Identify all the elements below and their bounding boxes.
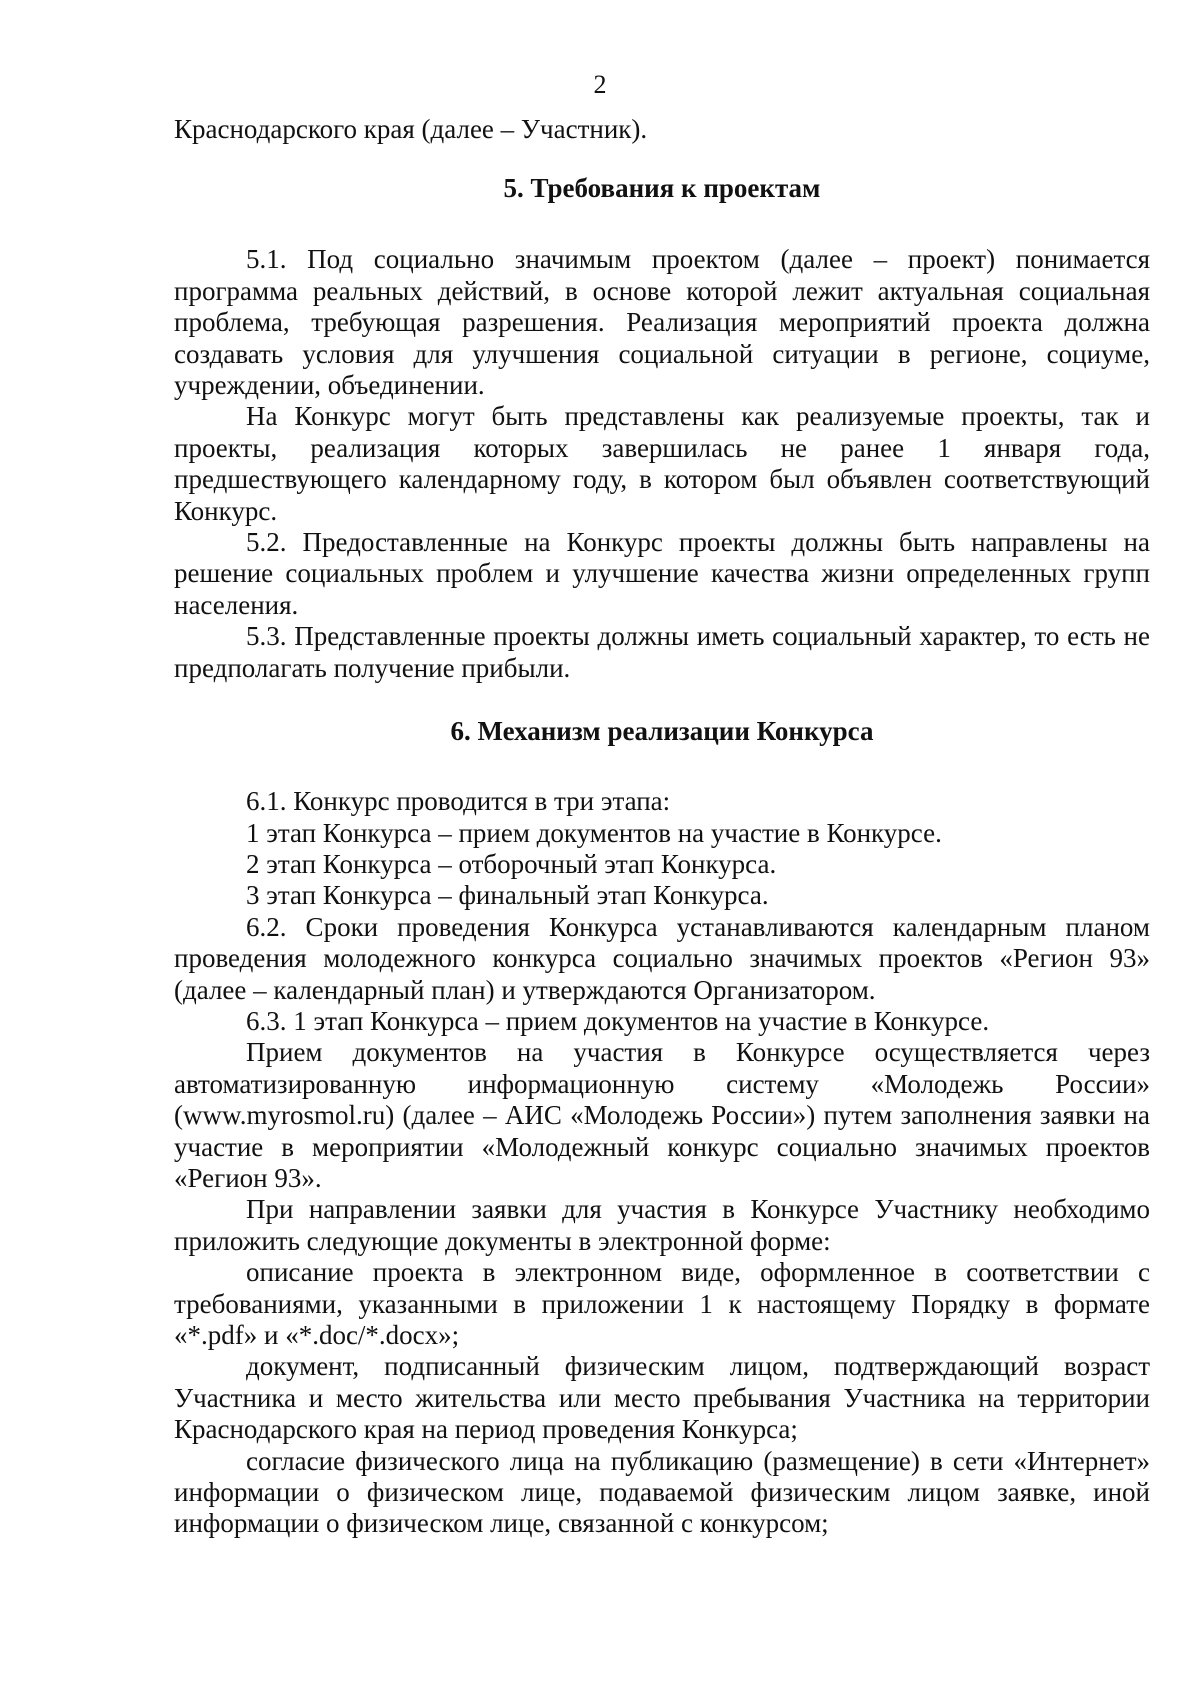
section-5-heading: 5. Требования к проектам: [503, 173, 821, 204]
paragraph-5-3: 5.3. Представленные проекты должны иметь социальный характер, то есть не предполагать получение прибыли.: [174, 621, 1150, 683]
paragraph-required-documents: При направлении заявки для участия в Конкурсе Участнику необходимо приложить следующие документы в электронной форме:: [174, 1194, 1150, 1256]
paragraph-6-3: 6.3. 1 этап Конкурса – прием документов на участие в Конкурсе.: [246, 1005, 990, 1036]
document-item-consent: согласие физического лица на публикацию (размещение) в сети «Интернет» информации о физическом лице, подаваемой физическим лицом заявке, иной информации о физическом лице, связанной с конкурсом;: [174, 1445, 1150, 1539]
paragraph-5-1: 5.1. Под социально значимым проектом (далее – проект) понимается программа реальных действий, в основе которой лежит актуальная социальная проблема, требующая разрешения. Реализация мероприятий проекта должна создавать условия для улучшения социальной ситуации в регионе, социуме, учреждении, объединении.: [174, 244, 1150, 401]
paragraph-document-submission: Прием документов на участия в Конкурсе осуществляется через автоматизированную информационную систему «Молодежь России» (www.myrosmol.ru) (далее – АИС «Молодежь России») путем заполнения заявки на участие в мероприятии «Молодежный конкурс социально значимых проектов «Регион 93».: [174, 1037, 1150, 1193]
document-body: [174, 114, 1150, 1540]
page-number: 2: [593, 70, 607, 99]
stage-3-item: 3 этап Конкурса – финальный этап Конкурса.: [246, 880, 769, 911]
stage-2-item: 2 этап Конкурса – отборочный этап Конкурса.: [246, 848, 777, 879]
document-item-age-proof: документ, подписанный физическим лицом, подтверждающий возраст Участника и место жительства или место пребывания Участника на территории Краснодарского края на период проведения Конкурса;: [174, 1351, 1150, 1445]
intro-line: Краснодарского края (далее – Участник).: [174, 114, 648, 144]
paragraph-6-1: 6.1. Конкурс проводится в три этапа:: [246, 786, 671, 817]
paragraph-5-2: 5.2. Предоставленные на Конкурс проекты должны быть направлены на решение социальных проблем и улучшение качества жизни определенных групп населения.: [174, 527, 1150, 620]
stage-1-item: 1 этап Конкурса – прием документов на участие в Конкурсе.: [246, 817, 942, 848]
paragraph-5-1-contest: На Конкурс могут быть представлены как реализуемые проекты, так и проекты, реализация которых завершилась не ранее 1 января года, предшествующего календарному году, в котором был объявлен соответствующий Конкурс.: [174, 401, 1150, 526]
document-item-description: описание проекта в электронном виде, оформленное в соответствии с требованиями, указанными в приложении 1 к настоящему Порядку в формате «*.pdf» и «*.doc/*.docx»;: [174, 1257, 1150, 1350]
paragraph-6-2: 6.2. Сроки проведения Конкурса устанавливаются календарным планом проведения молодежного конкурса социально значимых проектов «Регион 93» (далее – календарный план) и утверждаются Организатором.: [174, 911, 1150, 1005]
section-6-heading: 6. Механизм реализации Конкурса: [450, 716, 874, 747]
